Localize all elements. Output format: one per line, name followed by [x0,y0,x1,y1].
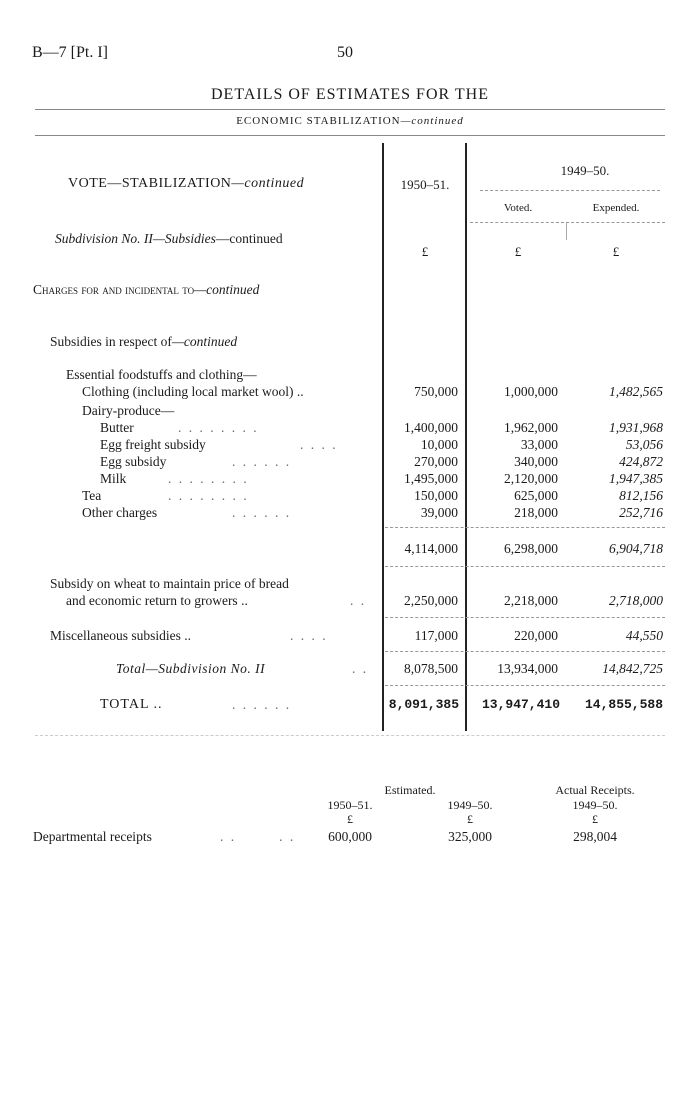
page-reference: B—7 [Pt. I] [32,44,108,61]
year-previous-heading: 1949–50. [560,163,610,178]
subsidies-heading-continued: —continued [171,334,238,349]
table-row [0,593,700,611]
subtotal-expended: 6,904,718 [609,541,663,556]
table-row [0,505,700,523]
row-value-voted: 33,000 [520,437,558,452]
subsidies-heading-main: Subsidies in respect of [50,334,172,349]
row-leader: . . . . . . [232,505,292,520]
row-value-voted: 1,000,000 [504,384,558,399]
subdivision-heading-continued: —continued [215,231,283,246]
table-row [0,471,700,489]
subtotal-rule [385,527,665,528]
row-value-1950: 1,495,000 [404,471,458,486]
row-label: Total—Subdivision No. II [116,661,266,676]
vote-heading [68,176,304,192]
receipts-label: Departmental receipts [33,829,152,844]
row-value-1950: 1,400,000 [404,420,458,435]
row-value-1950: 8,078,500 [404,661,458,676]
receipts-value-1: 600,000 [328,829,372,844]
row-label: Butter [100,420,134,435]
row-label: TOTAL .. [100,697,163,712]
row-leader: . . . . . . . . [168,471,249,486]
row-value-expended: 1,482,565 [609,384,663,399]
row-leader: . . . . [290,628,328,643]
essential-heading: Essential foodstuffs and clothing— [66,367,257,382]
row-value-expended: 14,855,588 [584,697,663,712]
total-subdivision-row [0,661,700,679]
subheading-rule [470,222,665,223]
row-value-1950: 39,000 [420,505,458,520]
row-label: Clothing (including local market wool) .. [82,384,304,399]
wheat-rule [385,566,665,567]
charges-heading-main: Charges for and incidental to [33,282,195,297]
table-bottom-rule [35,735,665,736]
receipts-currency-3: £ [592,812,598,826]
row-value-voted: 13,947,410 [481,697,560,712]
row-value-expended: 44,550 [625,628,663,643]
receipts-estimated-heading: Estimated. [384,783,436,797]
row-leader: . . . . . . [232,454,292,469]
row-value-1950: 10,000 [420,437,458,452]
row-leader: . . . . . . . . [178,420,259,435]
vote-heading-main: VOTE—STABILIZATION [68,176,232,191]
subtotal-1950: 4,114,000 [404,541,458,556]
receipts-leader: . . . . [220,829,296,844]
expended-heading: Expended. [592,202,640,214]
row-value-1950: 2,250,000 [404,593,458,608]
row-value-1950: 270,000 [414,454,458,469]
row-value-voted: 1,962,000 [504,420,558,435]
page-number: 50 [337,44,353,61]
receipts-currency-2: £ [467,812,473,826]
row-label: Miscellaneous subsidies .. [50,628,191,643]
row-value-voted: 2,218,000 [504,593,558,608]
row-value-expended: 14,842,725 [602,661,663,676]
subtitle-main: ECONOMIC STABILIZATION [236,115,401,127]
row-value-1950: 8,091,385 [388,697,459,712]
table-row [0,420,700,438]
row-value-expended: 812,156 [619,488,663,503]
subdivision-heading-main: Subdivision No. II—Subsidies [55,231,216,246]
row-leader: . . . . . . . . [168,488,249,503]
dairy-heading: Dairy-produce— [82,403,175,418]
row-value-voted: 2,120,000 [504,471,558,486]
row-label: Egg subsidy [100,454,167,469]
row-value-voted: 340,000 [514,454,558,469]
row-value-1950: 117,000 [414,628,458,643]
row-leader: . . [350,593,367,608]
page-title: DETAILS OF ESTIMATES FOR THE [211,86,489,103]
charges-heading-continued: —continued [194,282,260,297]
subdivision-heading [55,231,283,247]
column-rule-voted-expended [566,222,567,240]
misc-rule [385,617,665,618]
row-value-expended: 1,931,968 [609,420,663,435]
receipts-value-3: 298,004 [573,829,617,844]
row-leader: . . . . [300,437,338,452]
row-value-expended: 424,872 [619,454,663,469]
receipts-year-1: 1950–51. [327,798,373,812]
subsidies-heading [50,334,237,350]
row-value-voted: 13,934,000 [497,661,558,676]
wheat-label-line1: Subsidy on wheat to maintain price of bread [50,576,289,591]
currency-col3: £ [612,244,620,259]
total-sub-rule [385,651,665,652]
subtotal-row [0,541,700,559]
row-leader: . . [352,661,369,676]
row-value-voted: 625,000 [514,488,558,503]
currency-col2: £ [514,244,522,259]
row-label: Tea [82,488,102,503]
row-leader: . . . . . . [232,697,292,712]
row-value-expended: 53,056 [625,437,663,452]
receipts-actual-heading: Actual Receipts. [555,783,635,797]
subtotal-voted: 6,298,000 [504,541,558,556]
currency-col1: £ [421,244,429,259]
row-value-voted: 220,000 [514,628,558,643]
row-value-1950: 150,000 [414,488,458,503]
receipts-year-3: 1949–50. [572,798,618,812]
year-previous-rule [480,190,660,191]
table-row [0,437,700,455]
row-value-1950: 750,000 [414,384,458,399]
grand-total-row [0,697,700,715]
row-value-expended: 1,947,385 [609,471,663,486]
row-value-expended: 2,718,000 [609,593,663,608]
total-rule [385,685,665,686]
page-subtitle [0,115,700,127]
table-row [0,454,700,472]
voted-heading: Voted. [503,202,533,214]
row-label: and economic return to growers .. [66,593,248,608]
row-label: Egg freight subsidy [100,437,206,452]
receipts-year-2: 1949–50. [447,798,493,812]
table-row [0,628,700,646]
receipts-currency-1: £ [347,812,353,826]
vote-heading-continued: —continued [231,176,305,191]
receipts-value-2: 325,000 [448,829,492,844]
subtitle-continued: —continued [400,115,464,127]
row-value-expended: 252,716 [619,505,663,520]
row-value-voted: 218,000 [514,505,558,520]
table-row [0,488,700,506]
title-rule [35,109,665,110]
table-top-rule [35,135,665,136]
table-row [0,384,700,402]
row-label: Other charges [82,505,158,520]
row-label: Milk [100,471,127,486]
charges-heading [33,282,259,298]
year-current-heading: 1950–51. [400,177,450,192]
